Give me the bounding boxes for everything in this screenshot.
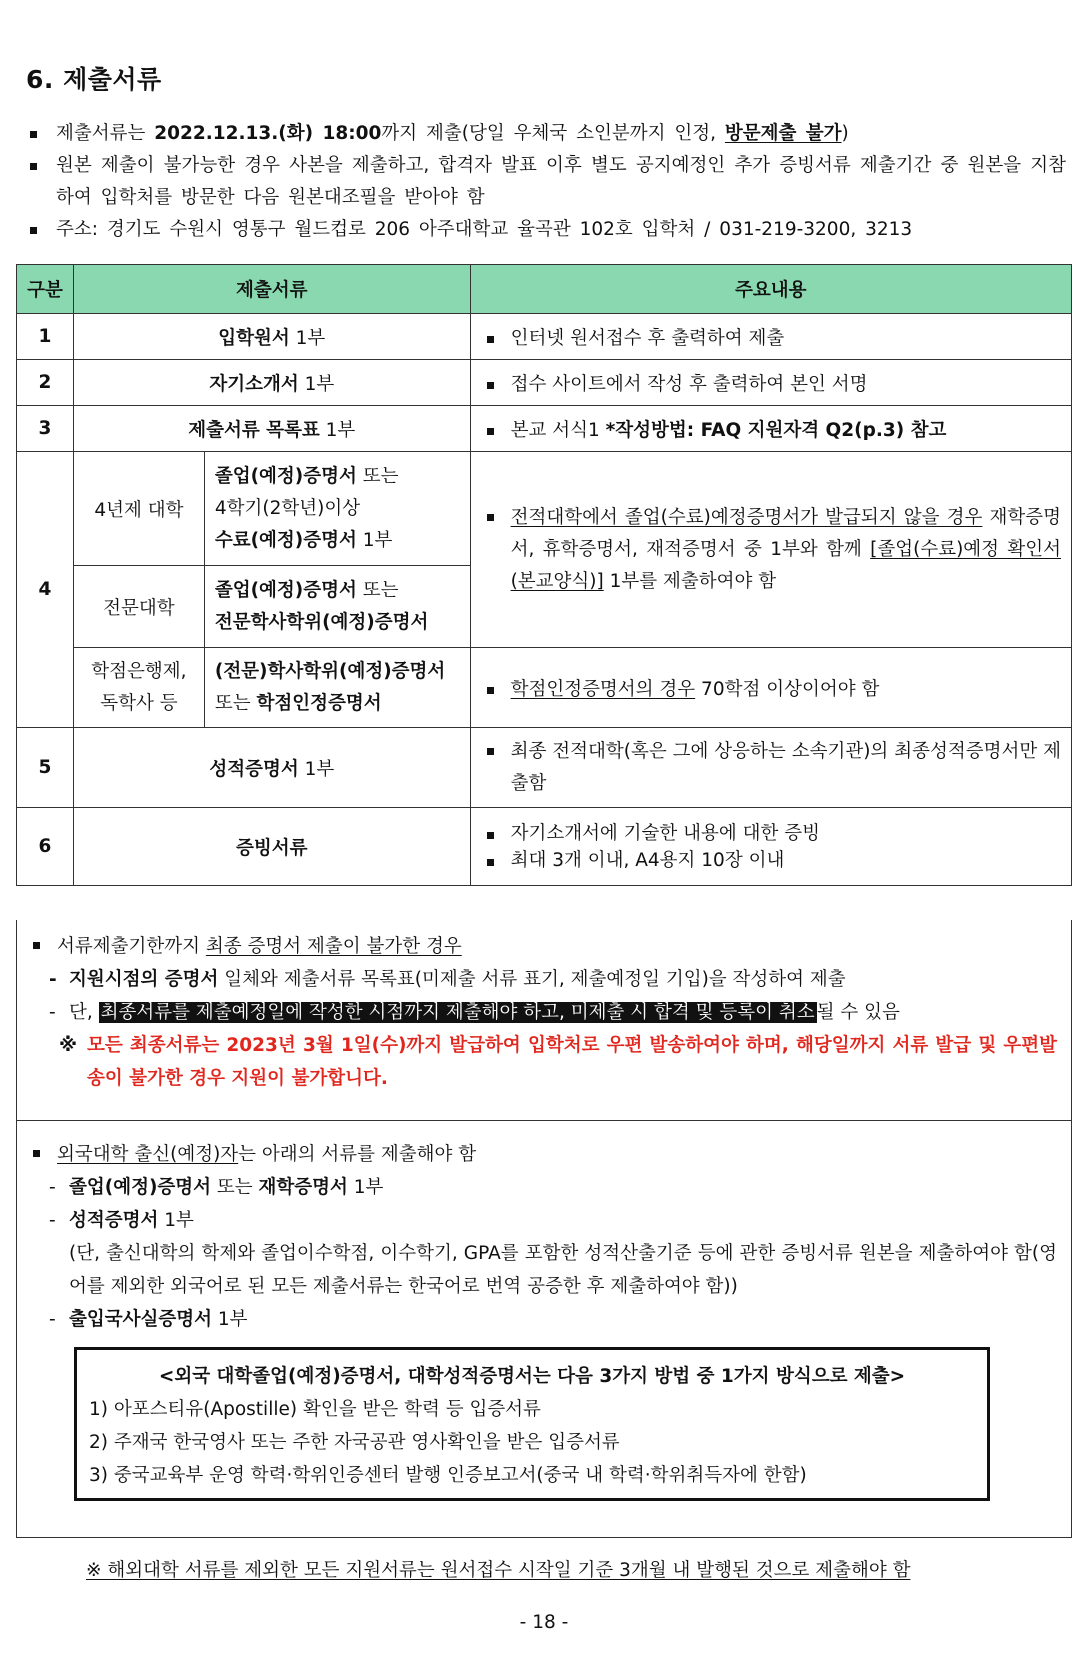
deadline-date: 2022.12.13.(화) 18:00 bbox=[154, 123, 382, 144]
note-sub-item: (단, 출신대학의 학제와 졸업이수학점, 이수학기, GPA를 포함한 성적산출기준 등에 관한 증빙서류 원본을 제출하여야 함(영어를 제외한 외국어로 된 모든 제출서류는 한국어로 번역 공증한 후 제출하여야 함)) bbox=[69, 1243, 1057, 1297]
intro-bullet-deadline bbox=[26, 118, 1066, 150]
row-details: 최종 전적대학(혹은 그에 상응하는 소속기관)의 최종성적증명서만 제출함 bbox=[470, 728, 1071, 808]
header-details: 주요내용 bbox=[470, 265, 1071, 314]
methods-title: <외국 대학졸업(예정)증명서, 대학성적증명서는 다음 3가지 방법 중 1가지 방식으로 제출> bbox=[158, 1366, 906, 1387]
row-document: 졸업(예정)증명서 또는 전문학사학위(예정)증명서 bbox=[204, 566, 470, 648]
institution-type-4year: 4년제 대학 bbox=[73, 452, 204, 566]
page-number: - 18 - bbox=[519, 1612, 569, 1633]
institution-type-credit-bank: 학점은행제, 독학사 등 bbox=[73, 648, 204, 728]
submission-methods-box bbox=[74, 1347, 990, 1501]
intro-list bbox=[26, 118, 1066, 246]
row-number: 3 bbox=[17, 406, 74, 452]
final-certificate-notes: 서류제출기한까지 최종 증명서 제출이 불가한 경우 - 지원시점의 증명서 일체와 제출서류 목록표(미제출 서류 표기, 제출예정일 기입)을 작성하여 제출 - 단, 최종서류를 제출예정일에 작성한 시점까지 제출해야 하고, 미제출 시 합격 및 등록이 취소 될 수 있음 ※ 모든 최종서류는 2023년 3월 1일(수)까지 발급하여 입학처로 우편 발송하여야 하며, 해당일까지 서류 발급 및 우편발송이 불가한 경우 지원이 불가합니다. bbox=[27, 930, 1057, 1095]
row-number: 2 bbox=[17, 360, 74, 406]
note-sub-item: - 성적증명서 1부 bbox=[49, 1210, 194, 1231]
red-warning: ※ 모든 최종서류는 2023년 3월 1일(수)까지 발급하여 입학처로 우편 발송하여야 하며, 해당일까지 서류 발급 및 우편발송이 불가한 경우 지원이 불가합니다. bbox=[59, 1035, 1057, 1089]
institution-type-college: 전문대학 bbox=[73, 566, 204, 648]
note-sub-item: - 졸업(예정)증명서 또는 재학증명서 1부 bbox=[49, 1177, 384, 1198]
deadline-text-mid: 까지 제출(당일 우체국 소인분까지 인정, bbox=[381, 123, 725, 144]
row-details: 인터넷 원서접수 후 출력하여 제출 bbox=[470, 314, 1071, 360]
row-number: 6 bbox=[17, 808, 74, 886]
intro-bullet-address: 주소: 경기도 수원시 영통구 월드컵로 206 아주대학교 율곡관 102호 입학처 / 031-219-3200, 3213 bbox=[26, 214, 1066, 246]
row-document: 자기소개서 1부 bbox=[73, 360, 470, 406]
table-row bbox=[17, 406, 1072, 452]
deadline-text-post: ) bbox=[841, 123, 849, 144]
row-document: 입학원서 1부 bbox=[73, 314, 470, 360]
table-row bbox=[17, 728, 1072, 808]
table-row bbox=[17, 452, 1072, 566]
row-document: 제출서류 목록표 1부 bbox=[73, 406, 470, 452]
note-sub-item: - 출입국사실증명서 1부 bbox=[49, 1309, 248, 1330]
table-row bbox=[17, 360, 1072, 406]
row-details: 전적대학에서 졸업(수료)예정증명서가 발급되지 않을 경우 재학증명서, 휴학증명서, 재적증명서 중 1부와 함께 [졸업(수료)예정 확인서(본교양식)] 1부를 제출하여야 함 bbox=[470, 452, 1071, 648]
documents-table bbox=[16, 264, 1072, 886]
row-document: 졸업(예정)증명서 또는 4학기(2학년)이상 수료(예정)증명서 1부 bbox=[204, 452, 470, 566]
row-details: 학점인정증명서의 경우 70학점 이상이어야 함 bbox=[470, 648, 1071, 728]
notes-divider bbox=[17, 1120, 1071, 1121]
row-number: 1 bbox=[17, 314, 74, 360]
table-row bbox=[17, 314, 1072, 360]
note-sub-item: - 단, 최종서류를 제출예정일에 작성한 시점까지 제출해야 하고, 미제출 시 합격 및 등록이 취소 될 수 있음 bbox=[49, 1002, 900, 1023]
intro-bullet-originals: 원본 제출이 불가능한 경우 사본을 제출하고, 합격자 발표 이후 별도 공지예정인 추가 증빙서류 제출기간 중 원본을 지참하여 입학처를 방문한 다음 원본대조필을 받아야 함 bbox=[26, 150, 1066, 214]
table-row bbox=[17, 808, 1072, 886]
note-sub-item: - 지원시점의 증명서 일체와 제출서류 목록표(미제출 서류 표기, 제출예정일 기입)을 작성하여 제출 bbox=[49, 969, 846, 990]
row-details: 자기소개서에 기술한 내용에 대한 증빙 최대 3개 이내, A4용지 10장 이내 bbox=[470, 808, 1071, 886]
row-document: 증빙서류 bbox=[73, 808, 470, 886]
deadline-text-pre: 제출서류는 bbox=[56, 123, 155, 144]
row-number: 4 bbox=[17, 452, 74, 728]
method-item: 1) 아포스티유(Apostille) 확인을 받은 학력 등 입증서류 bbox=[89, 1399, 541, 1420]
header-documents: 제출서류 bbox=[73, 265, 470, 314]
row-document: (전문)학사학위(예정)증명서 또는 학점인정증명서 bbox=[204, 648, 470, 728]
method-item: 2) 주재국 한국영사 또는 주한 자국공관 영사확인을 받은 입증서류 bbox=[89, 1432, 620, 1453]
header-category: 구분 bbox=[17, 265, 74, 314]
row-number: 5 bbox=[17, 728, 74, 808]
row-details: 접수 사이트에서 작성 후 출력하여 본인 서명 bbox=[470, 360, 1071, 406]
section-heading: 6. 제출서류 bbox=[26, 65, 162, 94]
foreign-university-notes: 외국대학 출신(예정)자는 아래의 서류를 제출해야 함 - 졸업(예정)증명서 또는 재학증명서 1부 - 성적증명서 1부 (단, 출신대학의 학제와 졸업이수학점, 이수학기, GPA를 포함한 성적산출기준 등에 관한 증빙서류 원본을 제출하여야 함(영어를 제외한 외국어로 된 모든 제출서류는 한국어로 번역 공증한 후 제출하여야 함)) - 출입국사실증명서 1부 bbox=[27, 1138, 1057, 1336]
row-details: 본교 서식1 *작성방법: FAQ 지원자격 Q2(p.3) 참고 bbox=[470, 406, 1071, 452]
row-document: 성적증명서 1부 bbox=[73, 728, 470, 808]
table-row bbox=[17, 648, 1072, 728]
no-visit-submission: 방문제출 불가 bbox=[724, 123, 842, 144]
method-item: 3) 중국교육부 운영 학력·학위인증센터 발행 인증보고서(중국 내 학력·학위취득자에 한함) bbox=[89, 1465, 807, 1486]
footnote: ※ 해외대학 서류를 제외한 모든 지원서류는 원서접수 시작일 기준 3개월 내 발행된 것으로 제출해야 함 bbox=[86, 1560, 911, 1581]
highlighted-warning: 최종서류를 제출예정일에 작성한 시점까지 제출해야 하고, 미제출 시 합격 및 등록이 취소 bbox=[100, 1002, 815, 1023]
